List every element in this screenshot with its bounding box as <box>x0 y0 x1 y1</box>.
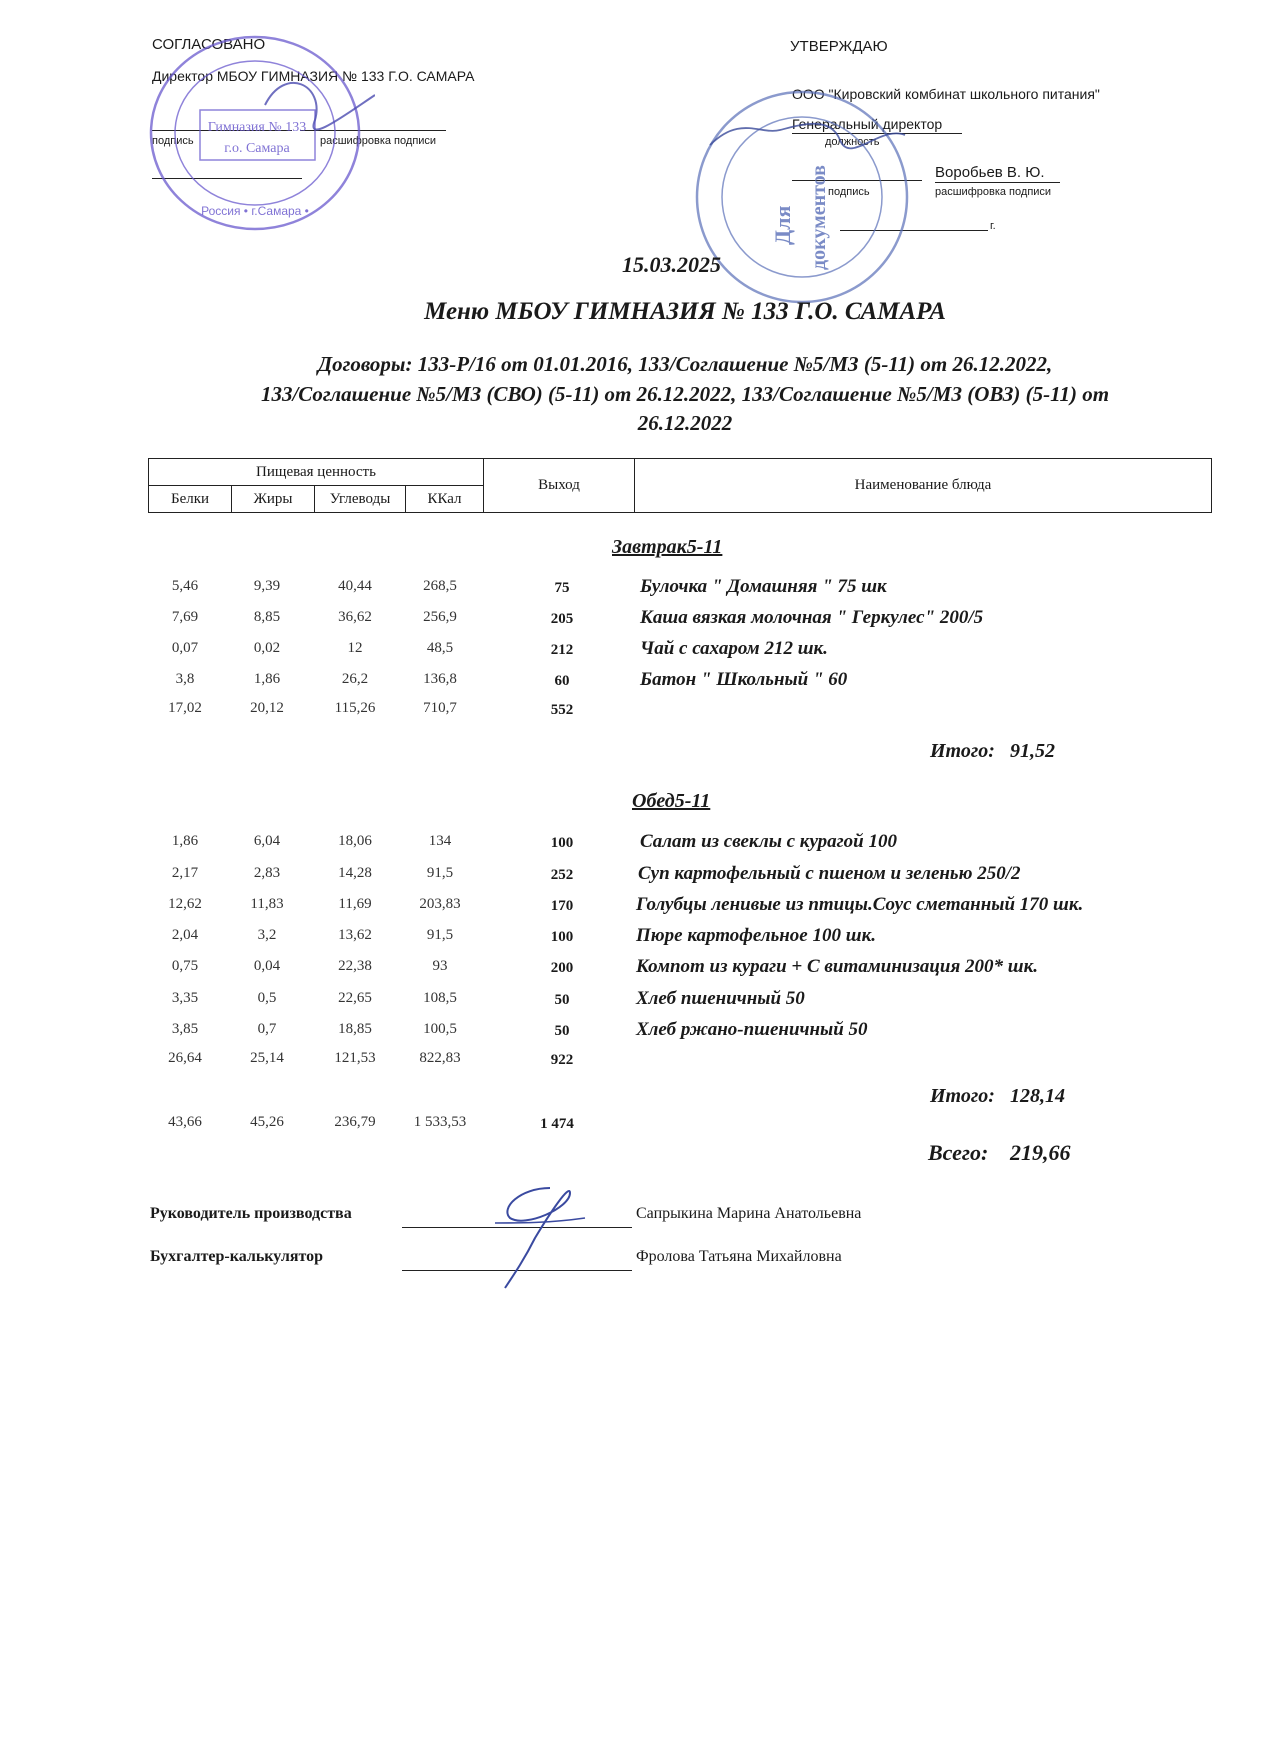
approval-right-signer: Воробьев В. Ю. <box>935 164 1045 181</box>
sum-fat: 25,14 <box>250 1050 284 1066</box>
cell-dish-name: Батон " Школьный " 60 <box>640 669 848 690</box>
cell-carbs: 13,62 <box>338 927 372 943</box>
sum-kcal: 822,83 <box>419 1050 461 1066</box>
cell-protein: 2,17 <box>171 865 199 881</box>
grand-yield: 1 474 <box>540 1116 574 1132</box>
cell-yield: 100 <box>550 929 574 945</box>
cell-protein: 3,85 <box>171 1021 199 1037</box>
cell-carbs: 18,06 <box>338 833 372 849</box>
cell-kcal: 93 <box>432 958 448 974</box>
contracts-line-1: Договоры: 133-Р/16 от 01.01.2016, 133/Соглашение №5/МЗ (5-11) от 26.12.2022, <box>317 352 1053 376</box>
cell-fat: 0,02 <box>253 640 281 656</box>
grand-kcal: 1 533,53 <box>413 1114 467 1130</box>
cell-fat: 2,83 <box>253 865 281 881</box>
cell-protein: 3,8 <box>175 671 195 687</box>
cell-yield: 60 <box>554 673 570 689</box>
cell-fat: 0,7 <box>257 1021 277 1037</box>
cell-protein: 5,46 <box>171 578 199 594</box>
cell-yield: 100 <box>550 835 574 851</box>
cell-dish-name: Пюре картофельное 100 шк. <box>636 925 876 946</box>
sum-yield: 922 <box>550 1052 574 1068</box>
sign-caption-left: подпись <box>152 135 194 147</box>
cell-fat: 0,04 <box>253 958 281 974</box>
cell-carbs: 22,38 <box>338 958 372 974</box>
school-stamp <box>145 25 375 240</box>
sum-carbs: 115,26 <box>334 700 376 716</box>
cell-yield: 170 <box>550 898 574 914</box>
stamp-right-line1: Для <box>770 205 795 245</box>
cell-protein: 7,69 <box>171 609 199 625</box>
header-yield: Выход <box>538 477 580 493</box>
approval-right-org: ООО "Кировский комбинат школьного питания" <box>792 86 1100 102</box>
approval-left-line: Директор МБОУ ГИМНАЗИЯ № 133 Г.О. САМАРА <box>152 68 475 84</box>
decode-caption-left: расшифровка подписи <box>320 135 437 147</box>
sign-caption-right: подпись <box>828 186 870 198</box>
header-dish: Наименование блюда <box>854 477 992 493</box>
cell-fat: 6,04 <box>253 833 281 849</box>
grand-total-value: 219,66 <box>1010 1140 1071 1165</box>
contracts-line-3: 26.12.2022 <box>637 411 733 435</box>
cell-fat: 11,83 <box>250 896 284 912</box>
cell-dish-name: Чай с сахаром 212 шк. <box>640 638 828 659</box>
cell-fat: 9,39 <box>253 578 281 594</box>
cell-dish-name: Суп картофельный с пшеном и зеленью 250/2 <box>638 863 1021 884</box>
approval-right-heading: УТВЕРЖДАЮ <box>790 38 888 55</box>
sum-protein: 26,64 <box>168 1050 202 1066</box>
cell-carbs: 11,69 <box>338 896 372 912</box>
contracts-line-2: 133/Соглашение №5/МЗ (СВО) (5-11) от 26.12.2022, 133/Соглашение №5/МЗ (ОВЗ) (5-11) от <box>260 382 1110 406</box>
cell-carbs: 22,65 <box>338 990 372 1006</box>
signature-name-2: Фролова Татьяна Михайловна <box>636 1248 842 1265</box>
table-header <box>148 458 1212 513</box>
grand-protein: 43,66 <box>168 1114 202 1130</box>
cell-dish-name: Компот из кураги + С витаминизация 200* шк. <box>636 956 1038 977</box>
approval-right-position: Генеральный директор <box>792 116 943 132</box>
cell-kcal: 100,5 <box>423 1021 457 1037</box>
signature-role-1: Руководитель производства <box>150 1205 352 1222</box>
cell-protein: 12,62 <box>168 896 202 912</box>
cell-kcal: 203,83 <box>419 896 461 912</box>
stamp-left-line3: Россия • г.Самара • <box>201 204 309 218</box>
sum-kcal: 710,7 <box>423 700 457 716</box>
cell-fat: 8,85 <box>253 609 281 625</box>
header-fat: Жиры <box>253 490 293 507</box>
cell-kcal: 136,8 <box>423 671 457 687</box>
position-caption: должность <box>825 136 880 148</box>
stamp-left-line1: Гимназия № 133 <box>207 120 307 135</box>
cell-carbs: 18,85 <box>338 1021 372 1037</box>
menu-date: 15.03.2025 <box>622 252 721 277</box>
cell-carbs: 26,2 <box>341 671 369 687</box>
cell-protein: 0,07 <box>171 640 199 656</box>
cell-yield: 75 <box>554 580 570 596</box>
cell-kcal: 108,5 <box>423 990 457 1006</box>
approval-left-heading: СОГЛАСОВАНО <box>152 36 266 53</box>
year-suffix: г. <box>990 220 996 232</box>
cell-dish-name: Голубцы ленивые из птицы.Соус сметанный 170 шк. <box>636 894 1084 915</box>
header-protein: Белки <box>170 490 210 507</box>
cell-dish-name: Салат из свеклы с курагой 100 <box>640 831 897 852</box>
cell-yield: 205 <box>550 611 574 627</box>
cell-protein: 0,75 <box>171 958 199 974</box>
cell-dish-name: Булочка " Домашняя " 75 шк <box>640 576 887 597</box>
cell-fat: 3,2 <box>257 927 277 943</box>
cell-kcal: 268,5 <box>423 578 457 594</box>
cell-fat: 1,86 <box>253 671 281 687</box>
sum-carbs: 121,53 <box>334 1050 376 1066</box>
breakfast-total-value: 91,52 <box>1010 740 1055 762</box>
cell-dish-name: Хлеб ржано-пшеничный 50 <box>636 1019 868 1040</box>
cell-yield: 212 <box>550 642 574 658</box>
menu-title: Меню МБОУ ГИМНАЗИЯ № 133 Г.О. САМАРА <box>424 298 946 325</box>
header-carbs: Углеводы <box>329 490 391 507</box>
sum-fat: 20,12 <box>250 700 284 716</box>
decode-caption-right: расшифровка подписи <box>935 186 1052 198</box>
company-stamp <box>690 85 920 310</box>
handwritten-signature <box>490 1178 600 1293</box>
cell-carbs: 36,62 <box>338 609 372 625</box>
grand-total-label: Всего: <box>928 1140 989 1165</box>
cell-kcal: 91,5 <box>426 865 454 881</box>
cell-carbs: 14,28 <box>338 865 372 881</box>
stamp-right-line2: документов <box>808 165 830 270</box>
grand-fat: 45,26 <box>250 1114 284 1130</box>
cell-yield: 50 <box>554 992 570 1008</box>
cell-protein: 3,35 <box>171 990 199 1006</box>
cell-protein: 2,04 <box>171 927 199 943</box>
header-nutrition: Пищевая ценность <box>256 463 376 480</box>
stamp-left-line2: г.о. Самара <box>224 141 290 156</box>
cell-protein: 1,86 <box>171 833 199 849</box>
cell-yield: 252 <box>550 867 574 883</box>
cell-carbs: 12 <box>347 640 363 656</box>
cell-kcal: 256,9 <box>423 609 457 625</box>
cell-yield: 50 <box>554 1023 570 1039</box>
cell-dish-name: Хлеб пшеничный 50 <box>636 988 805 1009</box>
sum-protein: 17,02 <box>168 700 202 716</box>
sum-yield: 552 <box>550 702 574 718</box>
cell-fat: 0,5 <box>257 990 277 1006</box>
lunch-total-label: Итого: <box>930 1085 995 1107</box>
signature-role-2: Бухгалтер-калькулятор <box>150 1248 324 1265</box>
cell-kcal: 48,5 <box>426 640 454 656</box>
breakfast-title: Завтрак5-11 <box>612 536 723 558</box>
grand-carbs: 236,79 <box>334 1114 376 1130</box>
cell-yield: 200 <box>550 960 574 976</box>
cell-carbs: 40,44 <box>338 578 372 594</box>
cell-kcal: 91,5 <box>426 927 454 943</box>
header-kcal: ККал <box>427 490 462 507</box>
lunch-title: Обед5-11 <box>632 790 711 812</box>
cell-kcal: 134 <box>428 833 452 849</box>
breakfast-total-label: Итого: <box>930 740 995 762</box>
decode-line-right <box>935 182 1060 183</box>
lunch-total-value: 128,14 <box>1010 1085 1065 1107</box>
cell-dish-name: Каша вязкая молочная " Геркулес" 200/5 <box>640 607 984 628</box>
signature-name-1: Сапрыкина Марина Анатольевна <box>636 1205 862 1222</box>
